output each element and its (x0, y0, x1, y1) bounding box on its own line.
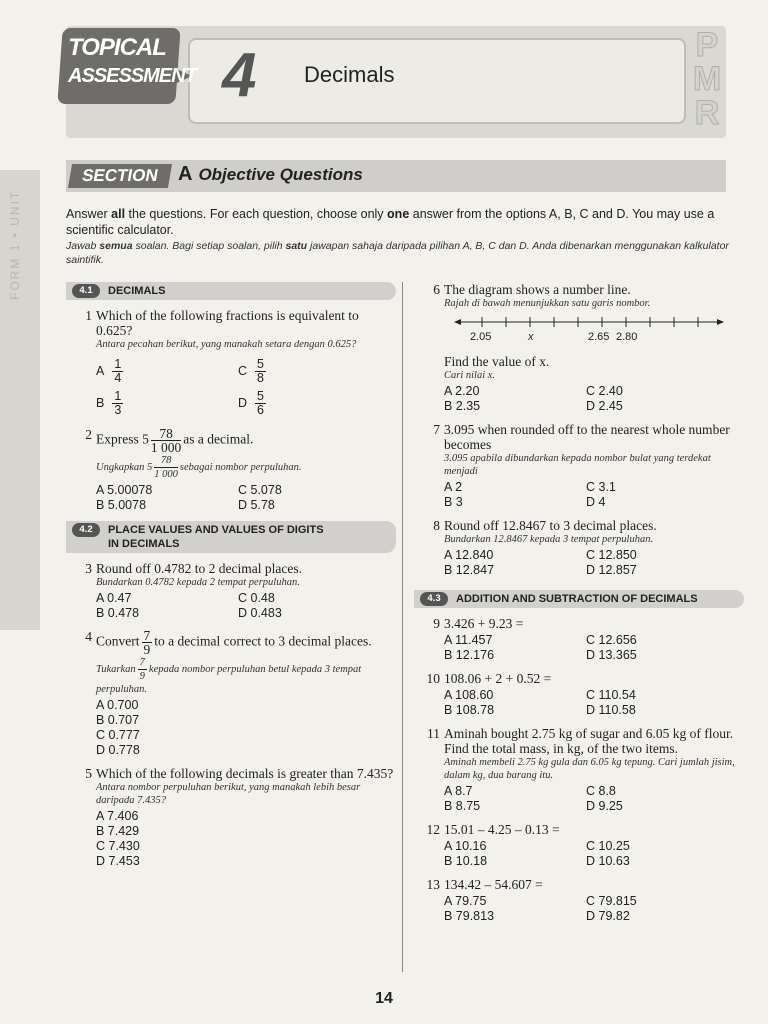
option[interactable]: C 79.815 (586, 894, 637, 908)
option[interactable]: A 7.406 (96, 809, 139, 823)
option-letter: D (238, 395, 248, 410)
option[interactable]: B 0.478 (96, 606, 140, 620)
option[interactable]: A 108.60 (444, 688, 494, 702)
option[interactable]: B 2.35 (444, 399, 481, 413)
question-number: 12 (426, 822, 440, 837)
text: Tukarkan (96, 663, 136, 675)
question-text: 15.01 – 4.25 – 0.13 = (444, 822, 560, 837)
numerator: 7 (143, 628, 151, 643)
numerator: 5 (257, 356, 264, 371)
text: kepada nombor perpuluhan betul kepada 3 tempat perpuluhan. (96, 663, 362, 695)
option[interactable]: B 12.176 (444, 648, 495, 662)
column-divider (402, 282, 403, 972)
answer-options (444, 688, 744, 718)
number-line-label: x (528, 331, 534, 343)
question-6 (414, 282, 744, 414)
fraction (255, 358, 266, 385)
text: Express 5 (96, 431, 149, 447)
option[interactable]: A 2 (444, 480, 463, 494)
header-panel (188, 38, 686, 124)
answer-options (444, 480, 744, 510)
option[interactable]: B 3 (444, 495, 463, 509)
text: as a decimal. (183, 431, 254, 447)
option[interactable]: C 3.1 (586, 480, 616, 494)
option[interactable]: C 7.430 (96, 839, 140, 853)
denominator: 3 (114, 402, 122, 417)
question-number: 13 (426, 877, 440, 892)
badge-line-1: TOPICAL (68, 34, 166, 61)
numerator: 1 (114, 388, 122, 403)
instr-bold: satu (285, 240, 308, 252)
option[interactable]: D 7.453 (96, 854, 140, 868)
answer-options (96, 809, 396, 869)
option-letter: B (96, 395, 105, 410)
option[interactable]: A 5.00078 (96, 483, 153, 497)
option[interactable] (238, 355, 380, 387)
answer-options (444, 839, 744, 869)
option[interactable]: B 10.18 (444, 854, 488, 868)
pmr-logo (688, 28, 726, 130)
question-text (96, 427, 396, 454)
question-12 (414, 822, 744, 869)
topic-title-line-2: IN DECIMALS (108, 538, 180, 550)
question-text: The diagram shows a number line. (444, 282, 631, 297)
option[interactable]: D 0.778 (96, 743, 140, 757)
fraction (142, 629, 153, 656)
topic-number: 4.3 (420, 592, 448, 606)
section-letter: A (178, 163, 193, 185)
option[interactable]: C 5.078 (238, 483, 282, 497)
numerator: 78 (151, 427, 181, 441)
text: sebagai nombor perpuluhan. (179, 461, 302, 473)
instr-text: jawapan sahaja daripada pilihan A, B, C dan D. Anda dibenarkan menggunakan kalkulator saintifik. (66, 240, 729, 266)
question-number: 7 (433, 422, 440, 437)
instr-text: answer from the options A, B, C and D. You may use a scientific calculator. (66, 207, 715, 237)
denominator: 4 (114, 370, 122, 385)
sidebar-label: FORM 1 • UNIT (8, 189, 22, 300)
denominator: 6 (257, 402, 264, 417)
option[interactable] (238, 387, 380, 419)
option[interactable]: D 2.45 (586, 399, 623, 413)
instr-text: Answer (66, 207, 112, 221)
question-text: 3.095 when rounded off to the nearest whole number becomes (444, 422, 730, 452)
question-number: 11 (427, 726, 440, 741)
option[interactable]: A 2.20 (444, 384, 480, 398)
answer-options (96, 591, 396, 621)
option[interactable]: C 12.656 (586, 633, 637, 647)
question-2 (66, 427, 396, 513)
option[interactable]: D 0.483 (238, 606, 282, 620)
instructions-en (66, 206, 732, 238)
question-5 (66, 766, 396, 869)
option-letter: A (96, 363, 105, 378)
question-number: 10 (426, 671, 440, 686)
option[interactable]: D 9.25 (586, 799, 623, 813)
option-letter: C (238, 363, 248, 378)
topic-number: 4.1 (72, 284, 100, 298)
option[interactable]: A 0.700 (96, 698, 139, 712)
question-text-ms (96, 454, 396, 481)
right-column (414, 282, 744, 932)
section-title (178, 163, 363, 186)
option[interactable]: D 12.857 (586, 563, 637, 577)
question-8 (414, 518, 744, 578)
numerator: 1 (114, 356, 122, 371)
question-number: 2 (85, 427, 92, 442)
question-10 (414, 671, 744, 718)
question-number: 4 (85, 629, 92, 644)
question-number: 5 (85, 766, 92, 781)
topic-4-1 (66, 282, 396, 300)
instr-text: soalan. Bagi setiap soalan, pilih (132, 240, 286, 252)
pmr-letter-r: R (694, 94, 720, 132)
answer-options (444, 784, 744, 814)
denominator: 1 000 (150, 440, 182, 455)
topic-4-3 (414, 590, 744, 608)
question-7 (414, 422, 744, 510)
number-line-label: 2.65 (588, 331, 610, 343)
topic-4-2 (66, 521, 396, 553)
question-text: 108.06 + 2 + 0.52 = (444, 671, 552, 686)
answer-options (96, 698, 396, 758)
fraction (112, 390, 123, 417)
fraction (154, 454, 178, 481)
pmr-letter-m: M (692, 60, 722, 98)
numerator: 78 (154, 454, 178, 468)
option[interactable]: B 12.847 (444, 563, 495, 577)
option[interactable] (96, 355, 238, 387)
answer-options (444, 894, 744, 924)
question-number: 8 (433, 518, 440, 533)
answer-options (444, 384, 744, 414)
question-text: Which of the following fractions is equivalent to 0.625? (96, 308, 359, 338)
question-text-ms: Antara nombor perpuluhan berikut, yang manakah lebih besar daripada 7.435? (96, 782, 361, 806)
question-number: 9 (433, 616, 440, 631)
option[interactable]: B 0.707 (96, 713, 140, 727)
question-text: Aminah bought 2.75 kg of sugar and 6.05 kg of flour. Find the total mass, in kg, of the two items. (444, 726, 734, 756)
question-1 (66, 308, 396, 419)
question-text: Round off 12.8467 to 3 decimal places. (444, 518, 657, 533)
option[interactable]: A 12.840 (444, 548, 494, 562)
fraction (255, 390, 266, 417)
topic-title-line-1: PLACE VALUES AND VALUES OF DIGITS (108, 524, 324, 536)
option[interactable]: B 108.78 (444, 703, 495, 717)
question-text-ms: Aminah membeli 2.75 kg gula dan 6.05 kg tepung. Cari jumlah jisim, dalam kg, dua barang itu. (444, 757, 735, 781)
option[interactable]: D 110.58 (586, 703, 636, 717)
option[interactable]: A 8.7 (444, 784, 473, 798)
question-text: Round off 0.4782 to 2 decimal places. (96, 561, 302, 576)
question-text-ms (96, 656, 396, 696)
question-number: 3 (85, 561, 92, 576)
section-title-text: Objective Questions (198, 165, 363, 184)
question-3 (66, 561, 396, 621)
page-number: 14 (375, 990, 393, 1007)
question-text-ms: Antara pecahan berikut, yang manakah setara dengan 0.625? (96, 339, 357, 350)
instr-bold: all (111, 207, 126, 221)
question-prompt: Find the value of x. (444, 354, 550, 369)
option[interactable]: C 8.8 (586, 784, 616, 798)
question-text-ms: Rajah di bawah menunjukkan satu garis nombor. (444, 298, 651, 309)
option[interactable]: C 12.850 (586, 548, 637, 562)
question-text-ms: Bundarkan 12.8467 kepada 3 tempat perpuluhan. (444, 534, 654, 545)
question-text: 134.42 – 54.607 = (444, 877, 543, 892)
answer-options (444, 548, 744, 578)
text: Convert (96, 633, 140, 649)
option[interactable]: A 11.457 (444, 633, 493, 647)
denominator: 1 000 (154, 469, 178, 480)
instructions-ms (66, 239, 732, 267)
option[interactable]: A 79.75 (444, 894, 487, 908)
number-line-diagram (454, 314, 724, 348)
left-column (66, 282, 396, 877)
question-text: 3.426 + 9.23 = (444, 616, 524, 631)
question-9 (414, 616, 744, 663)
option[interactable]: C 110.54 (586, 688, 636, 702)
topic-title: ADDITION AND SUBTRACTION OF DECIMALS (456, 593, 698, 605)
question-text (96, 629, 396, 656)
fraction (151, 427, 181, 454)
option[interactable]: B 7.429 (96, 824, 140, 838)
denominator: 8 (257, 370, 264, 385)
numerator: 7 (139, 657, 145, 668)
badge-line-2: ASSESSMENT (68, 65, 196, 87)
option[interactable]: A 10.16 (444, 839, 487, 853)
option[interactable]: C 0.48 (238, 591, 275, 605)
instr-bold: semua (99, 240, 133, 252)
option[interactable]: C 2.40 (586, 384, 623, 398)
denominator: 9 (139, 671, 145, 682)
number-line-axis (454, 314, 724, 330)
fraction (112, 358, 123, 385)
text: Ungkapkan 5 (96, 461, 153, 473)
question-text-ms: 3.095 apabila dibundarkan kepada nombor bulat yang terdekat menjadi (444, 453, 711, 477)
instr-bold: one (387, 207, 410, 221)
topic-number: 4.2 (72, 523, 100, 537)
option[interactable]: C 10.25 (586, 839, 630, 853)
option[interactable]: D 4 (586, 495, 606, 509)
topical-assessment-text (68, 34, 196, 90)
text: to a decimal correct to 3 decimal places. (154, 633, 372, 649)
answer-options (96, 355, 396, 419)
option[interactable]: D 5.78 (238, 498, 275, 512)
answer-options (96, 483, 396, 513)
question-4 (66, 629, 396, 758)
option[interactable]: A 0.47 (96, 591, 132, 605)
option[interactable]: D 10.63 (586, 854, 630, 868)
fraction (138, 656, 147, 683)
denominator: 9 (143, 642, 151, 657)
option[interactable]: B 8.75 (444, 799, 481, 813)
option[interactable] (96, 387, 238, 419)
chapter-number: 4 (222, 41, 257, 110)
instr-text: the questions. For each question, choose only (125, 207, 388, 221)
topic-title: DECIMALS (108, 285, 166, 297)
question-text-ms: Bundarkan 0.4782 kepada 2 tempat perpuluhan. (96, 577, 300, 588)
option[interactable]: D 79.82 (586, 909, 630, 923)
question-text: Which of the following decimals is greater than 7.435? (96, 766, 394, 781)
option[interactable]: B 79.813 (444, 909, 495, 923)
chapter-title: Decimals (304, 62, 395, 87)
answer-options (444, 633, 744, 663)
numerator: 5 (257, 388, 264, 403)
number-line-label: 2.80 (616, 331, 638, 343)
option[interactable]: D 13.365 (586, 648, 637, 662)
number-line-label: 2.05 (470, 331, 492, 343)
question-13 (414, 877, 744, 924)
pmr-letter-p: P (695, 26, 719, 64)
section-tag: SECTION (68, 164, 172, 188)
question-prompt-ms: Cari nilai x. (444, 370, 496, 381)
option[interactable]: C 0.777 (96, 728, 140, 742)
instructions (66, 206, 732, 267)
option[interactable]: B 5.0078 (96, 498, 147, 512)
question-number: 6 (433, 282, 440, 297)
instr-text: Jawab (66, 240, 100, 252)
question-11 (414, 726, 744, 814)
question-number: 1 (85, 308, 92, 323)
